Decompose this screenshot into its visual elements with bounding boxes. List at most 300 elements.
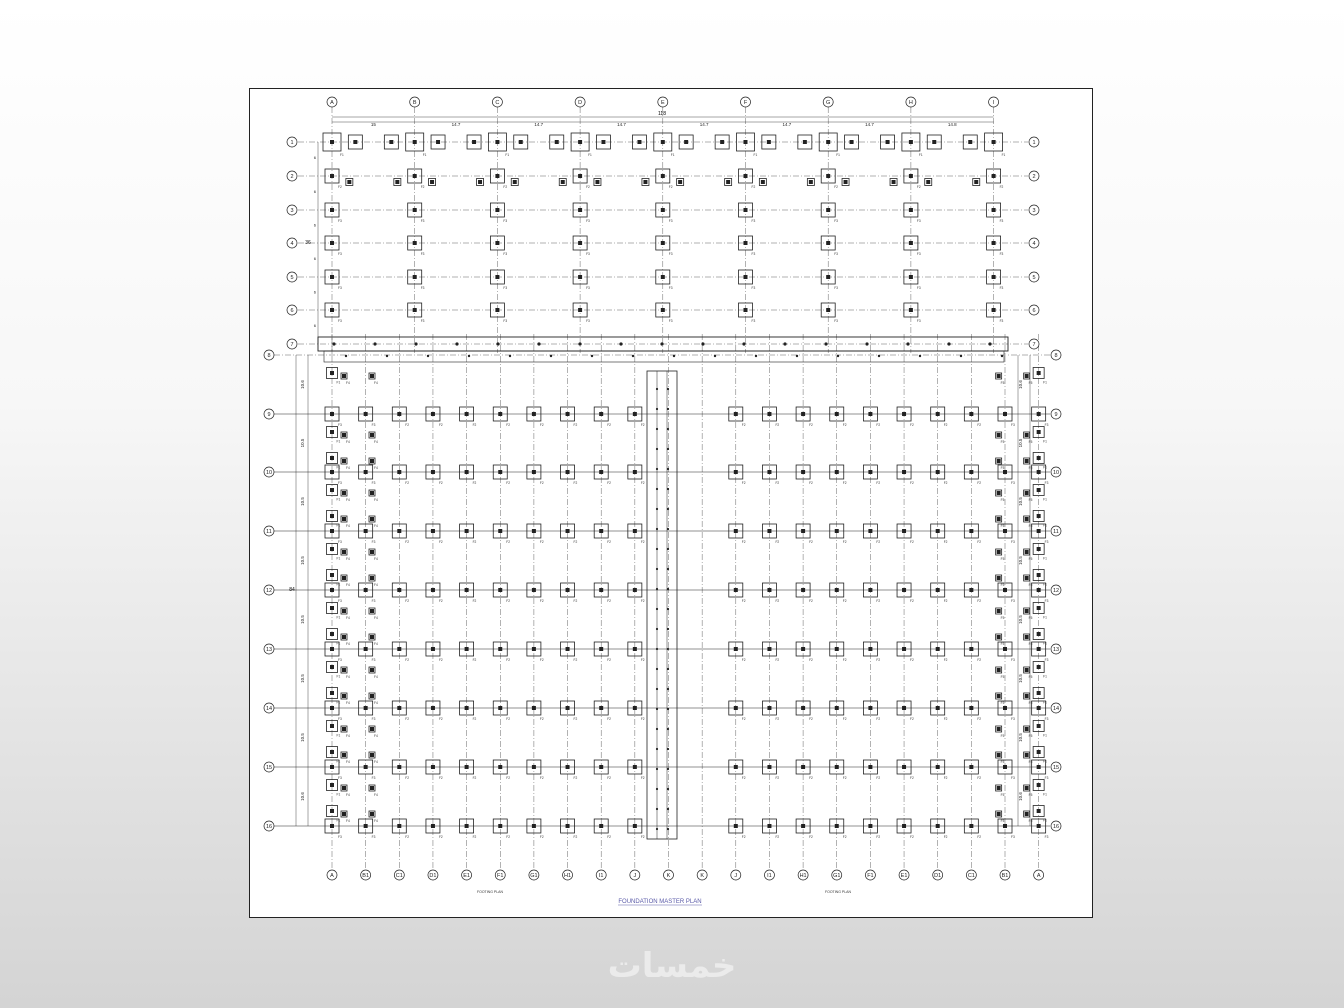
lower-row-spacing-right-4: 10.5 — [1018, 615, 1023, 624]
lower-footing-1-12-column — [364, 588, 368, 592]
perim-small-left-b-0-0-tag: F4 — [374, 381, 378, 385]
perim-small-right-a-1-0-tag: F5 — [1028, 440, 1033, 444]
beam-pile-lower-289 — [550, 355, 552, 357]
upper-footing-B6-tag: F3 — [420, 319, 425, 323]
lower-footing-18-9-tag: F2 — [943, 423, 948, 427]
upper-footing-E1-column — [661, 140, 665, 144]
lower-footing-15-10-column — [835, 470, 839, 474]
upper-footing-H6-tag: F3 — [916, 319, 921, 323]
lower-footing-14-16-tag: F2 — [809, 835, 813, 839]
perim-small-right-b-2-0-tag: F5 — [1000, 498, 1005, 502]
upper-small-footing-a-5-column — [761, 180, 765, 184]
upper-mid-footing-b-1-column — [472, 140, 476, 144]
strip-pile-b-360 — [667, 448, 669, 450]
lower-footing-21-12-column — [1037, 588, 1041, 592]
lower-footing-7-9-tag: F2 — [573, 423, 578, 427]
upper-small-footing-b-3-column — [643, 180, 647, 184]
beam-pile-lower-494 — [755, 355, 757, 357]
perim-small-left-b-3-0-column — [370, 550, 374, 554]
upper-footing-F3-column — [744, 208, 748, 212]
lower-footing-17-10-column — [902, 470, 906, 474]
strip-pile-b-400 — [667, 488, 669, 490]
lower-footing-13-12-column — [767, 588, 771, 592]
lower-footing-4-11-tag: F2 — [472, 540, 477, 544]
lower-footing-20-13-tag: F3 — [1011, 658, 1015, 662]
lower-row-spacing-left-2: 10.5 — [300, 497, 305, 506]
lower-footing-9-10-column — [633, 470, 637, 474]
lower-footing-7-11-column — [566, 529, 570, 533]
lower-col-bubble-3-label: D1 — [429, 873, 437, 879]
perim-footing-right-4-1-tag: F1 — [1043, 641, 1047, 646]
strip-pile-a-540 — [656, 628, 658, 630]
perim-small-right-a-1-0-column — [1025, 433, 1029, 437]
overall-height-upper-dim: 36 — [305, 240, 311, 246]
upper-footing-G4-tag: F3 — [834, 252, 838, 256]
lower-footing-21-16-tag: F3 — [1044, 835, 1049, 839]
upper-footing-E2-column — [661, 174, 665, 178]
perim-footing-left-1-0-column — [330, 430, 334, 434]
lower-footing-0-13-tag: F3 — [338, 658, 342, 662]
perim-footing-left-2-0-column — [330, 488, 334, 492]
lower-footing-16-16-tag: F2 — [876, 835, 881, 839]
lower-footing-19-14-tag: F2 — [977, 717, 982, 721]
lower-footing-15-15-column — [835, 765, 839, 769]
upper-footing-G2-column — [826, 174, 830, 178]
lower-col-bubble-17-label: E1 — [900, 873, 908, 879]
upper-small-footing-a-7-column — [926, 180, 930, 184]
perim-small-left-a-1-0-column — [342, 433, 346, 437]
lower-footing-0-9-column — [330, 412, 334, 416]
lower-col-bubble-15-label: G1 — [833, 873, 841, 879]
upper-mid-footing-b-3-column — [637, 140, 641, 144]
upper-footing-H3-column — [909, 208, 913, 212]
lower-row-bubble-left-9-label: 9 — [267, 412, 271, 418]
lower-footing-5-13-column — [498, 647, 502, 651]
lower-footing-2-14-tag: F2 — [405, 717, 410, 721]
lower-footing-14-12-tag: F2 — [809, 599, 813, 603]
lower-row-spacing-left-0: 10.6 — [300, 380, 305, 389]
lower-footing-19-10-column — [969, 470, 973, 474]
beam-pile-453 — [701, 342, 704, 345]
perim-small-right-a-2-1-column — [1025, 517, 1029, 521]
perim-small-left-b-5-0-tag: F4 — [374, 675, 378, 679]
upper-col-bubble-A-label: A — [330, 100, 334, 106]
lower-footing-3-14-column — [431, 706, 435, 710]
upper-footing-G6-column — [826, 308, 830, 312]
lower-footing-17-11-column — [902, 529, 906, 533]
perim-footing-left-3-1-tag: F1 — [336, 582, 341, 587]
lower-footing-8-13-tag: F2 — [607, 658, 611, 662]
lower-footing-8-14-column — [599, 706, 603, 710]
lower-footing-21-12-tag: F3 — [1044, 599, 1049, 603]
lower-footing-6-11-tag: F2 — [539, 540, 544, 544]
lower-footing-12-12-column — [734, 588, 738, 592]
upper-row-bubble-left-7-label: 7 — [290, 342, 294, 348]
lower-footing-1-12-tag: F3 — [371, 599, 376, 603]
perim-footing-left-4-1-tag: F1 — [336, 641, 341, 646]
lower-footing-2-9-column — [397, 412, 401, 416]
perim-small-left-a-6-0-column — [342, 727, 346, 731]
strip-pile-b-480 — [667, 568, 669, 570]
lower-footing-3-16-tag: F2 — [438, 835, 443, 839]
upper-footing-G3-tag: F3 — [834, 219, 838, 223]
lower-footing-0-16-column — [330, 824, 334, 828]
lower-footing-8-9-tag: F2 — [607, 423, 611, 427]
lower-col-bubble-21-label: A — [1036, 873, 1041, 879]
lower-footing-3-15-tag: F2 — [438, 776, 443, 780]
upper-footing-B3-column — [413, 208, 417, 212]
perim-small-left-b-1-1-column — [370, 459, 374, 463]
upper-footing-I6-tag: F3 — [999, 319, 1004, 323]
perim-footing-right-6-0-column — [1037, 724, 1041, 728]
lower-footing-18-10-tag: F2 — [943, 481, 948, 485]
beam-pile-248 — [496, 342, 499, 345]
perim-small-right-b-6-0-column — [997, 727, 1001, 731]
perim-small-left-b-6-0-column — [370, 727, 374, 731]
lower-row-bubble-right-10-label: 10 — [1052, 470, 1060, 476]
upper-footing-C6-column — [495, 308, 499, 312]
perim-footing-right-3-0-tag: F1 — [1043, 556, 1047, 561]
perim-footing-left-4-0-column — [330, 606, 334, 610]
strip-pile-b-300 — [667, 388, 669, 390]
upper-row-bubble-left-3-label: 3 — [290, 208, 294, 214]
upper-small-footing-b-5-column — [809, 180, 813, 184]
lower-footing-17-12-tag: F2 — [910, 599, 914, 603]
lower-footing-1-14-column — [364, 706, 368, 710]
perim-small-right-b-5-1-column — [997, 694, 1001, 698]
lower-footing-18-14-column — [936, 706, 940, 710]
upper-footing-I4-tag: F3 — [999, 252, 1004, 256]
upper-footing-C5-column — [495, 275, 499, 279]
upper-small-footing-a-3-column — [595, 180, 599, 184]
upper-footing-E2-tag: F2 — [668, 185, 673, 189]
lower-footing-3-12-column — [431, 588, 435, 592]
upper-small-footing-b-7-column — [974, 180, 978, 184]
lower-footing-14-11-column — [801, 529, 805, 533]
lower-footing-12-10-tag: F2 — [741, 481, 746, 485]
perim-small-right-b-6-1-column — [997, 753, 1001, 757]
sub-label-right: FOOTING PLAN — [824, 890, 852, 894]
perim-small-right-b-6-0-tag: F5 — [1000, 734, 1005, 738]
perim-footing-left-3-0-column — [330, 547, 334, 551]
lower-footing-9-16-tag: F2 — [640, 835, 645, 839]
lower-footing-4-13-column — [465, 647, 469, 651]
perim-footing-left-3-1-column — [330, 573, 334, 577]
lower-footing-6-9-tag: F2 — [539, 423, 544, 427]
upper-mid-footing-a-7-column — [932, 140, 936, 144]
lower-footing-19-16-tag: F2 — [977, 835, 982, 839]
beam-pile-lower-248 — [509, 355, 511, 357]
upper-footing-D3-tag: F3 — [586, 219, 590, 223]
strip-pile-b-520 — [667, 608, 669, 610]
upper-footing-I3-column — [992, 208, 996, 212]
perim-footing-left-4-0-tag: F1 — [336, 615, 341, 620]
upper-small-footing-a-2-column — [513, 180, 517, 184]
perim-small-right-a-7-0-column — [1025, 786, 1029, 790]
lower-footing-0-13-column — [330, 647, 334, 651]
lower-footing-15-11-column — [835, 529, 839, 533]
perim-small-right-b-3-1-column — [997, 576, 1001, 580]
lower-col-bubble-16-label: F1 — [867, 873, 874, 879]
lower-footing-5-15-tag: F2 — [506, 776, 510, 780]
upper-small-footing-b-6-column — [892, 180, 896, 184]
upper-mid-footing-a-2-column — [519, 140, 523, 144]
strip-pile-b-620 — [667, 708, 669, 710]
perim-footing-right-5-1-column — [1037, 691, 1041, 695]
upper-footing-H2-tag: F2 — [916, 185, 921, 189]
lower-footing-9-13-column — [633, 647, 637, 651]
strip-pile-a-720 — [656, 808, 658, 810]
beam-pile-lower-535 — [796, 355, 798, 357]
lower-footing-21-10-column — [1037, 470, 1041, 474]
lower-footing-15-9-column — [835, 412, 839, 416]
lower-footing-9-12-tag: F2 — [640, 599, 645, 603]
lower-row-spacing-right-7: 10.6 — [1018, 792, 1023, 801]
upper-row-bubble-left-1-label: 1 — [290, 140, 294, 146]
perim-small-left-a-0-0-column — [342, 374, 346, 378]
upper-footing-A5-tag: F3 — [338, 286, 342, 290]
upper-row-spacing-4: 6 — [313, 289, 316, 295]
lower-footing-4-11-column — [465, 529, 469, 533]
perim-footing-right-2-1-column — [1037, 514, 1041, 518]
beam-pile-494 — [742, 342, 745, 345]
upper-footing-C2-column — [495, 174, 499, 178]
lower-footing-6-13-tag: F2 — [539, 658, 544, 662]
lower-footing-0-12-tag: F3 — [338, 599, 342, 603]
lower-row-bubble-left-15-label: 15 — [265, 765, 273, 771]
upper-footing-C3-column — [495, 208, 499, 212]
upper-footing-B2-tag: F2 — [420, 185, 425, 189]
lower-footing-19-11-tag: F2 — [977, 540, 982, 544]
upper-small-footing-a-1-column — [430, 180, 434, 184]
foundation-plan — [250, 89, 1094, 919]
lower-footing-0-15-column — [330, 765, 334, 769]
lower-col-bubble-5-label: F1 — [497, 873, 504, 879]
strip-pile-b-640 — [667, 728, 669, 730]
upper-footing-I2-tag: F2 — [999, 185, 1004, 189]
lower-row-bubble-right-16-label: 16 — [1052, 824, 1060, 830]
lower-footing-5-13-tag: F2 — [506, 658, 510, 662]
lower-row-bubble-left-16-label: 16 — [265, 824, 273, 830]
lower-footing-15-9-tag: F2 — [842, 423, 847, 427]
lower-footing-2-15-column — [397, 765, 401, 769]
perim-small-right-a-2-1-tag: F5 — [1028, 524, 1033, 528]
upper-mid-footing-a-4-column — [684, 140, 688, 144]
lower-footing-5-12-tag: F2 — [506, 599, 510, 603]
perim-small-left-b-5-1-column — [370, 694, 374, 698]
upper-mid-footing-a-0-column — [353, 140, 357, 144]
perim-footing-right-1-0-column — [1037, 430, 1041, 434]
perim-small-right-a-7-0-tag: F5 — [1028, 793, 1033, 797]
beam-pile-lower-412 — [673, 355, 675, 357]
lower-footing-1-15-column — [364, 765, 368, 769]
lower-footing-5-16-column — [498, 824, 502, 828]
upper-footing-A4-tag: F3 — [338, 252, 342, 256]
upper-footing-E5-column — [661, 275, 665, 279]
strip-pile-a-500 — [656, 588, 658, 590]
perim-small-left-a-5-1-column — [342, 694, 346, 698]
lower-footing-7-15-tag: F2 — [573, 776, 578, 780]
perim-footing-left-2-1-tag: F1 — [336, 523, 341, 528]
strip-pile-a-340 — [656, 428, 658, 430]
lower-footing-19-15-tag: F2 — [977, 776, 982, 780]
lower-footing-2-9-tag: F2 — [405, 423, 410, 427]
upper-footing-G3-column — [826, 208, 830, 212]
upper-footing-I4-column — [992, 241, 996, 245]
perim-small-right-a-2-0-tag: F5 — [1028, 498, 1033, 502]
lower-footing-20-16-tag: F3 — [1011, 835, 1015, 839]
upper-footing-E4-column — [661, 241, 665, 245]
lower-footing-19-9-tag: F2 — [977, 423, 982, 427]
upper-footing-H1-tag: F1 — [918, 153, 923, 157]
strip-pile-a-520 — [656, 608, 658, 610]
upper-footing-B6-column — [413, 308, 417, 312]
lower-footing-8-13-column — [599, 647, 603, 651]
lower-row-bubble-right-9-label: 9 — [1054, 412, 1058, 418]
upper-footing-E6-column — [661, 308, 665, 312]
strip-pile-b-680 — [667, 768, 669, 770]
upper-footing-A1-tag: F1 — [340, 153, 344, 157]
lower-footing-13-9-column — [767, 412, 771, 416]
perim-footing-left-7-0-column — [330, 783, 334, 787]
upper-footing-F3-tag: F3 — [751, 219, 756, 223]
lower-footing-13-16-tag: F2 — [775, 835, 780, 839]
lower-footing-7-16-column — [566, 824, 570, 828]
perim-footing-left-5-1-tag: F1 — [336, 700, 341, 705]
beam-pile-lower-84 — [345, 355, 347, 357]
upper-footing-A3-column — [330, 208, 334, 212]
lower-footing-14-10-column — [801, 470, 805, 474]
perim-small-left-a-1-1-column — [342, 459, 346, 463]
upper-footing-G5-column — [826, 275, 830, 279]
lower-footing-15-13-tag: F2 — [842, 658, 847, 662]
perim-small-left-a-5-0-tag: F4 — [346, 675, 350, 679]
strip-pile-a-740 — [656, 828, 658, 830]
lower-row-bubble-right-12-label: 12 — [1052, 588, 1060, 594]
lower-footing-18-12-tag: F2 — [943, 599, 948, 603]
lower-footing-21-13-tag: F3 — [1044, 658, 1049, 662]
lower-footing-2-13-tag: F2 — [405, 658, 410, 662]
upper-footing-H4-tag: F3 — [916, 252, 921, 256]
upper-footing-H3-tag: F3 — [916, 219, 921, 223]
perim-small-left-b-0-0-column — [370, 374, 374, 378]
lower-footing-4-16-tag: F2 — [472, 835, 477, 839]
lower-footing-0-14-column — [330, 706, 334, 710]
lower-footing-12-15-tag: F2 — [741, 776, 746, 780]
strip-pile-b-460 — [667, 548, 669, 550]
upper-col-bubble-H-label: H — [908, 100, 913, 106]
lower-footing-7-11-tag: F2 — [573, 540, 578, 544]
lower-footing-8-12-tag: F2 — [607, 599, 611, 603]
upper-footing-D6-column — [578, 308, 582, 312]
upper-footing-I3-tag: F3 — [999, 219, 1004, 223]
perim-small-right-b-3-0-column — [997, 550, 1001, 554]
upper-spacing-2: 14.7 — [534, 122, 544, 127]
sub-label-left: FOOTING PLAN — [476, 890, 504, 894]
lower-footing-15-15-tag: F2 — [842, 776, 847, 780]
perim-small-right-b-4-0-tag: F5 — [1000, 616, 1005, 620]
upper-footing-A4-column — [330, 241, 334, 245]
strip-pile-b-600 — [667, 688, 669, 690]
lower-footing-21-13-column — [1037, 647, 1041, 651]
strip-pile-a-400 — [656, 488, 658, 490]
lower-footing-1-15-tag: F3 — [371, 776, 376, 780]
upper-footing-F4-column — [744, 241, 748, 245]
upper-footing-H5-column — [909, 275, 913, 279]
lower-footing-4-12-column — [465, 588, 469, 592]
perim-small-left-a-7-0-tag: F4 — [346, 793, 350, 797]
lower-footing-18-15-tag: F2 — [943, 776, 948, 780]
overall-width-dim: 118 — [658, 111, 666, 117]
beam-pile-371 — [619, 342, 622, 345]
beam-pile-lower-658 — [919, 355, 921, 357]
upper-footing-F2-tag: F2 — [751, 185, 756, 189]
lower-footing-16-10-tag: F2 — [876, 481, 881, 485]
upper-footing-G1-tag: F1 — [836, 153, 840, 157]
upper-col-bubble-E-label: E — [660, 100, 665, 106]
lower-footing-4-10-tag: F2 — [472, 481, 477, 485]
strip-pile-a-700 — [656, 788, 658, 790]
beam-pile-lower-166 — [427, 355, 429, 357]
perim-small-left-b-7-0-tag: F4 — [374, 793, 378, 797]
perim-footing-left-2-1-column — [330, 514, 334, 518]
upper-footing-B1-column — [413, 140, 417, 144]
lower-footing-9-16-column — [633, 824, 637, 828]
upper-col-bubble-C-label: C — [495, 100, 500, 106]
lower-footing-19-9-column — [969, 412, 973, 416]
lower-footing-4-9-column — [465, 412, 469, 416]
upper-footing-D6-tag: F3 — [586, 319, 590, 323]
lower-footing-3-16-column — [431, 824, 435, 828]
lower-footing-15-14-column — [835, 706, 839, 710]
lower-footing-7-12-column — [566, 588, 570, 592]
strip-pile-b-560 — [667, 648, 669, 650]
upper-footing-F1-column — [744, 140, 748, 144]
beam-pile-699 — [947, 342, 950, 345]
lower-footing-8-12-column — [599, 588, 603, 592]
lower-footing-20-10-column — [1003, 470, 1007, 474]
lower-footing-12-11-tag: F2 — [741, 540, 746, 544]
lower-footing-21-11-tag: F3 — [1044, 540, 1049, 544]
lower-footing-8-9-column — [599, 412, 603, 416]
perim-small-left-b-4-0-column — [370, 609, 374, 613]
perim-small-left-b-5-1-tag: F4 — [374, 701, 378, 705]
upper-spacing-3: 14.7 — [617, 122, 626, 127]
lower-footing-8-14-tag: F2 — [607, 717, 611, 721]
perim-small-right-a-4-1-column — [1025, 635, 1029, 639]
upper-mid-footing-b-0-column — [389, 140, 393, 144]
upper-footing-I5-column — [992, 275, 996, 279]
lower-footing-17-11-tag: F2 — [910, 540, 914, 544]
perim-small-right-a-5-1-tag: F5 — [1028, 701, 1033, 705]
perim-footing-left-6-1-tag: F1 — [336, 759, 341, 764]
lower-footing-4-15-column — [465, 765, 469, 769]
upper-footing-G1-column — [826, 140, 830, 144]
lower-footing-7-16-tag: F2 — [573, 835, 578, 839]
upper-row-bubble-left-4-label: 4 — [290, 241, 294, 247]
lower-footing-4-16-column — [465, 824, 469, 828]
perim-small-right-b-5-0-tag: F5 — [1000, 675, 1005, 679]
perim-small-left-b-3-1-column — [370, 576, 374, 580]
lower-footing-7-15-column — [566, 765, 570, 769]
lower-col-bubble-4-label: E1 — [463, 873, 470, 879]
lower-footing-15-11-tag: F2 — [842, 540, 847, 544]
lower-footing-12-13-tag: F2 — [741, 658, 746, 662]
lower-row-spacing-right-2: 10.5 — [1018, 497, 1023, 506]
lower-footing-6-15-column — [532, 765, 536, 769]
lower-footing-17-13-tag: F2 — [910, 658, 914, 662]
strip-pile-b-320 — [667, 408, 669, 410]
